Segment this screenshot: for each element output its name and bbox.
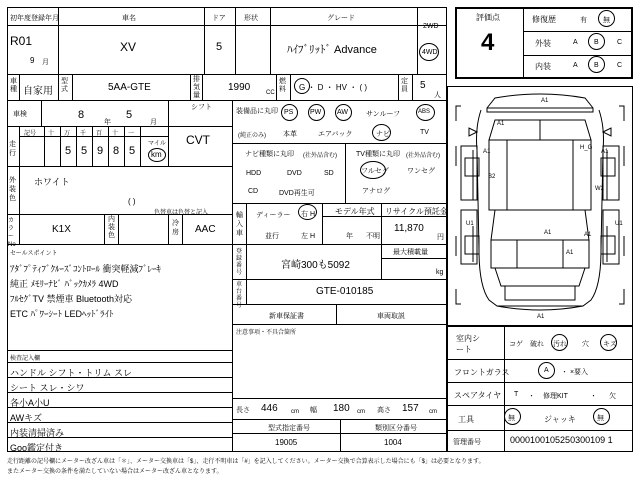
fuel-label: 燃料	[279, 78, 286, 93]
width-label: 幅	[310, 407, 317, 414]
length-cm: cm	[291, 409, 299, 415]
equipment-label: 装備品に丸印	[236, 108, 278, 115]
max-load-kg: kg	[436, 269, 444, 276]
height-value: 157	[402, 403, 419, 414]
capacity-value: 5	[420, 80, 426, 91]
plate-label: 登録番号	[236, 249, 243, 276]
navi-header: ナビ種類に丸印	[245, 151, 294, 158]
capacity-unit: 人	[434, 92, 441, 99]
equip-sunroof: サンルーフ	[366, 111, 401, 118]
exterior-grade-a: A	[573, 39, 578, 46]
inspector-line: 各小A小U	[10, 398, 50, 408]
record-label: 記号	[24, 131, 37, 137]
model-label: 型式	[61, 78, 68, 93]
car-name-label: 車名	[122, 15, 136, 22]
spare-option: ・	[590, 393, 597, 400]
selling-point-line: ﾌﾙｾｸﾞTV 禁煙車 Bluetooth対応	[10, 294, 133, 304]
use-label: 車種	[10, 78, 17, 93]
navi-cd: CD	[248, 188, 259, 195]
equip-aw: AW	[337, 109, 349, 116]
shape-label: 形状	[244, 15, 258, 22]
import-right-h: 右 H	[301, 211, 315, 218]
damage-code: A1	[544, 230, 552, 236]
fuel-options: G ・ D ・ HV ・ ( )	[299, 83, 367, 92]
interior-grade-a: A	[573, 62, 578, 69]
color-note: 色替車は色替と記入	[154, 210, 209, 216]
damage-code: U1	[466, 221, 474, 227]
first-reg-era: R01	[10, 34, 33, 48]
tv-oneseg: ワンセグ	[407, 168, 435, 175]
jack-label: ジャッキ	[544, 415, 576, 424]
equip-ps: PS	[284, 109, 294, 116]
grade-value: ﾊｲﾌﾞﾘｯﾄﾞ Advance	[287, 44, 377, 56]
recycle-label: リサイクル預託金	[385, 207, 448, 216]
max-load-label: 最大積載量	[393, 249, 428, 256]
height-label: 高さ	[377, 407, 391, 414]
inspection-month-unit: 月	[150, 119, 157, 126]
mileage-mile-label: マイル	[148, 141, 166, 147]
mileage-digit: 8	[112, 145, 120, 157]
width-value: 180	[333, 403, 350, 414]
mileage-digit: 5	[80, 145, 88, 157]
import-parallel: 並行	[265, 233, 279, 240]
color-value: ホワイト	[34, 177, 70, 187]
selling-point-line: ｱﾀﾞﾌﾟﾃｨﾌﾞｸﾙｰｽﾞｺﾝﾄﾛｰﾙ 衝突軽減ﾌﾞﾚｰｷ	[10, 264, 162, 274]
place-ichi: 一	[128, 131, 135, 137]
model-year-label: モデル年式	[335, 207, 375, 216]
jack-value: 無	[597, 415, 604, 422]
place-sen: 千	[80, 131, 87, 137]
notes-label: 注意事項・不具合箇所	[236, 330, 297, 336]
repair-label: 修復歴	[532, 15, 556, 24]
tv-analog: アナログ	[362, 188, 390, 195]
color-paren: ( )	[128, 197, 136, 206]
spare-label: スペアタイヤ	[454, 391, 502, 400]
vehicle-manual: 車両取説	[377, 313, 405, 320]
damage-code: A1	[584, 232, 592, 238]
spare-option: 修理KIT	[543, 393, 568, 400]
footer-line-1: 走行距離の記号欄にメーター改ざん車は「＊」、メーター交換車は「$」、走行不明車は「#」を記入してください。メーター交換で合算表示した場合にも「$」は必要となります。	[7, 459, 485, 465]
grade-label: グレード	[327, 15, 355, 22]
type-number-value: 19005	[275, 438, 298, 447]
width-cm: cm	[357, 409, 365, 415]
tv-sub: (社外品含む)	[406, 153, 440, 159]
spare-option: ・	[528, 393, 535, 400]
doors-value: 5	[216, 41, 223, 53]
car-diagram	[447, 86, 633, 326]
tv-fullseg: フルセグ	[361, 168, 389, 175]
chassis-label: 車台番号	[236, 282, 243, 309]
color-no-value: K1X	[52, 224, 71, 235]
doors-label: ドア	[212, 15, 226, 22]
first-reg-label: 初年度登録年月	[10, 15, 59, 22]
import-left-h: 左 H	[301, 233, 315, 240]
tools-label: 工具	[458, 415, 474, 424]
equip-airbag: エアバック	[318, 131, 353, 138]
ac-label: 冷房	[172, 220, 179, 236]
selling-point-line: 純正 ﾒﾓﾘｰﾅﾋﾞ ﾊﾞｯｸｶﾒﾗ 4WD	[10, 279, 119, 289]
inspection-label: 車検	[13, 111, 27, 118]
equip-tv: TV	[420, 129, 429, 136]
plate-value: 宮崎300も5092	[281, 260, 350, 271]
windshield-label: フロントガラス	[454, 368, 510, 377]
inspection-year-unit: 年	[104, 119, 111, 126]
ac-value: AAC	[195, 224, 216, 235]
first-reg-month-unit: 月	[42, 59, 49, 66]
windshield-a: A	[544, 367, 549, 374]
color-label: 外装色	[9, 177, 16, 202]
shift-value: CVT	[186, 133, 210, 147]
height-cm: cm	[429, 409, 437, 415]
inspector-label: 検査記入欄	[10, 356, 41, 362]
inspector-line: ハンドル シフト・トリム スレ	[10, 368, 133, 378]
equip-pw: PW	[310, 109, 322, 116]
import-dealer: ディーラー	[256, 212, 291, 219]
spare-option: T	[514, 391, 519, 398]
exterior-label: 外装	[535, 39, 551, 48]
inspection-month: 5	[126, 109, 133, 121]
length-value: 446	[261, 403, 278, 414]
cc-unit: CC	[266, 90, 275, 96]
sheet-option: コゲ	[509, 341, 523, 348]
score-label: 評価点	[476, 13, 500, 22]
use-value: 自家用	[23, 86, 53, 97]
navi-hdd: HDD	[246, 170, 262, 177]
score-value: 4	[481, 29, 495, 56]
tools-value: 無	[508, 415, 515, 422]
interior-label: 内装	[535, 62, 551, 71]
displacement-label: 排気量	[193, 76, 200, 99]
new-car-warranty: 新車保証書	[269, 313, 304, 320]
recycle-value: 11,870	[394, 223, 424, 234]
chassis-value: GTE-010185	[316, 286, 374, 297]
mileage-unit: km	[151, 150, 162, 159]
equipment-sub-label: (純正のみ)	[238, 133, 266, 139]
color-no-label: カラーNo	[8, 218, 16, 248]
mileage-digit: 5	[128, 145, 136, 157]
inspector-line: 内装清掃済み	[10, 428, 65, 438]
length-label: 長さ	[236, 407, 250, 414]
place-10man: 十	[48, 131, 55, 137]
equip-abs: ABS	[418, 109, 431, 115]
mileage-digit: 9	[96, 145, 104, 157]
damage-code: A1	[497, 121, 505, 127]
sheet-option: 破れ	[530, 341, 544, 348]
repair-no: 無	[603, 17, 610, 24]
mgmt-label: 管理番号	[453, 439, 481, 446]
damage-code: A1	[541, 98, 549, 104]
type-number-label: 型式指定番号	[268, 425, 310, 432]
interior-grade-b: B	[594, 62, 599, 69]
drive-4wd: 4WD	[422, 49, 438, 56]
displacement-value: 1990	[228, 82, 251, 93]
footer-line-2: またメーター交換の条件を満たしていない場合はメーター改ざん車となります。	[7, 469, 223, 475]
navi-dvd: DVD	[287, 170, 302, 177]
damage-code: B2	[488, 174, 496, 180]
model-value: 5AA-GTE	[108, 82, 151, 93]
recycle-yen: 円	[437, 234, 444, 241]
spare-option: 欠	[609, 393, 616, 400]
interior-grade-c: C	[617, 62, 623, 69]
equip-leather: 本革	[283, 131, 297, 138]
exterior-grade-b: B	[594, 39, 599, 46]
damage-code: A1	[537, 314, 545, 320]
shift-label: シフト	[191, 104, 212, 111]
windshield-x: ・ ×要入	[561, 369, 589, 376]
place-juu: 十	[112, 131, 119, 137]
exterior-grade-c: C	[617, 39, 623, 46]
repair-yes: 有	[580, 17, 587, 24]
interior-sheet-label: 室内シート	[456, 334, 480, 354]
import-label: 輸入車	[236, 212, 243, 237]
first-reg-month: 9	[30, 56, 35, 65]
navi-dvd-play: DVD再生可	[279, 190, 315, 197]
mileage-digit: 5	[64, 145, 72, 157]
interior-color-label: 内装色	[108, 216, 115, 239]
selling-points-label: セールスポイント	[10, 251, 58, 257]
equip-navi: ナビ	[376, 131, 390, 138]
damage-code: U1	[615, 221, 623, 227]
class-number-value: 1004	[384, 438, 402, 447]
inspector-line: AWキズ	[10, 413, 42, 423]
damage-code: A1	[601, 149, 609, 155]
damage-code: H_G	[580, 145, 593, 151]
model-year-unit: 年	[346, 233, 353, 240]
sheet-option: 汚れ	[553, 341, 567, 348]
inspector-line: シート スレ・シワ	[10, 383, 85, 393]
sheet-option: キズ	[603, 341, 617, 348]
damage-code: A1	[566, 250, 574, 256]
mileage-label: 走行	[9, 141, 16, 157]
navi-sd: SD	[324, 170, 334, 177]
place-hyaku: 百	[96, 131, 103, 137]
car-name: XV	[120, 40, 137, 54]
capacity-label: 定員	[401, 78, 408, 93]
drive-2wd: 2WD	[423, 23, 439, 30]
sheet-option: 穴	[582, 341, 589, 348]
place-man: 万	[64, 131, 71, 137]
navi-sub: (社外品含む)	[303, 153, 337, 159]
tv-header: TV種類に丸印	[356, 151, 400, 158]
model-year-unknown: 不明	[366, 233, 380, 240]
inspector-line: Goo鑑定付き	[10, 443, 64, 453]
damage-code: A1	[483, 149, 491, 155]
mgmt-value: 0000100105250300109 1	[510, 435, 613, 445]
class-number-label: 類別区分番号	[375, 425, 417, 432]
selling-point-line: ETC ﾊﾟﾜｰｼｰﾄ LEDﾍｯﾄﾞﾗｲﾄ	[10, 309, 114, 319]
damage-code: W2	[595, 186, 604, 192]
inspection-year: 8	[78, 109, 85, 121]
